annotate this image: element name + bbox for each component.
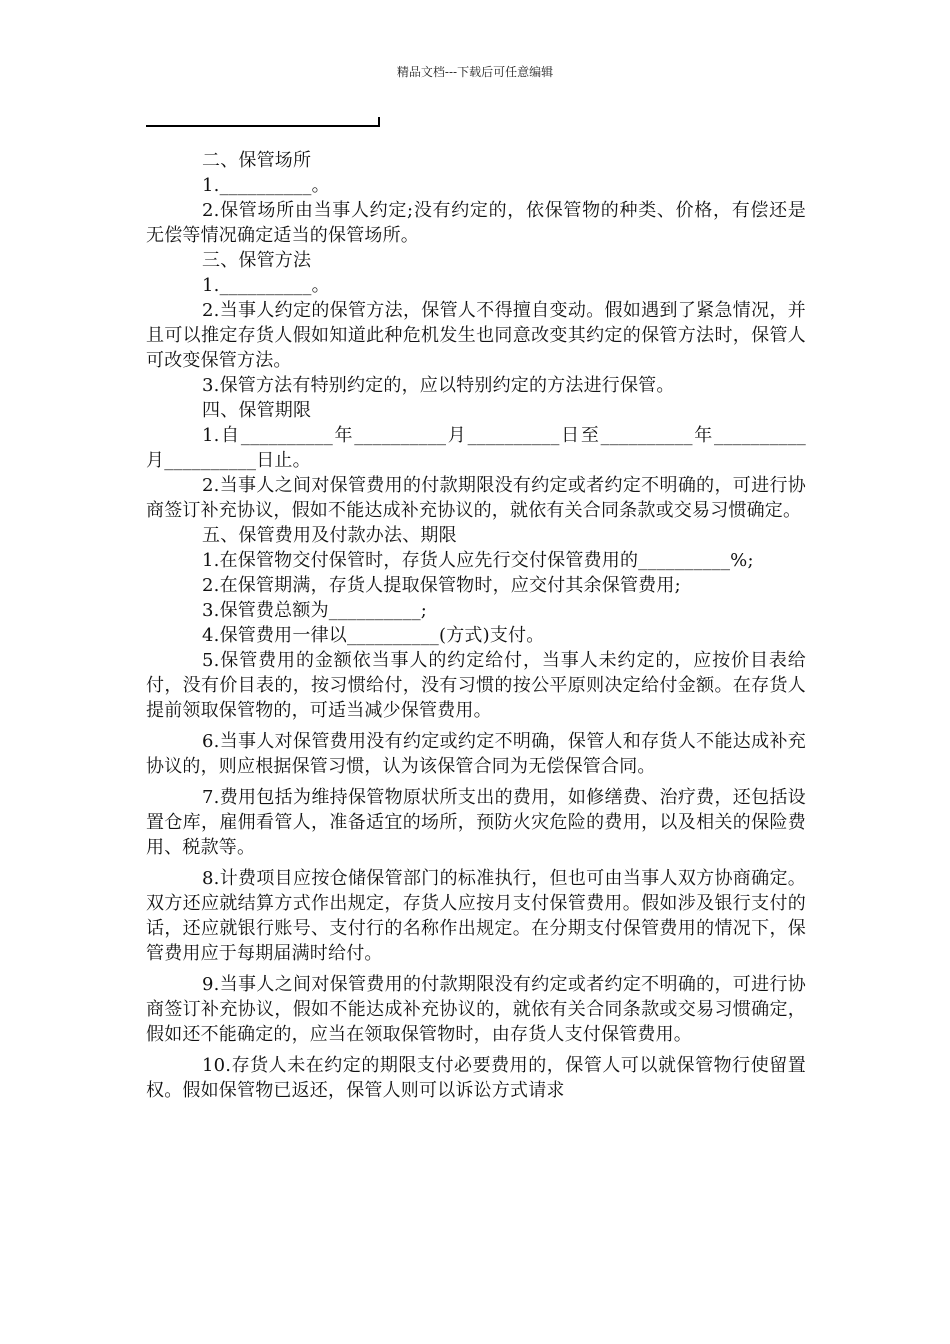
clause-paragraph: 2.在保管期满，存货人提取保管物时，应交付其余保管费用;: [202, 575, 681, 596]
section-heading-storage-method: 三、保管方法: [202, 250, 312, 271]
clause-paragraph: 3.保管费总额为__________;: [202, 600, 428, 621]
clause-paragraph: 1.__________。: [202, 175, 330, 196]
clause-paragraph: 1.自__________年__________月__________日至__________年__________月__________日止。: [146, 425, 806, 471]
clause-paragraph: 1.在保管物交付保管时，存货人应先行交付保管费用的__________%;: [202, 550, 754, 571]
underline-end-mark: [378, 117, 380, 127]
clause-paragraph: 2.当事人之间对保管费用的付款期限没有约定或者约定不明确的，可进行协商签订补充协议，假如不能达成补充协议的，就依有关合同条款或交易习惯确定。: [146, 475, 806, 521]
clause-paragraph: 2.保管场所由当事人约定;没有约定的，依保管物的种类、价格，有偿还是无偿等情况确定适当的保管场所。: [146, 200, 806, 246]
section-heading-storage-period: 四、保管期限: [202, 400, 312, 421]
clause-paragraph: 5.保管费用的金额依当事人的约定给付，当事人未约定的，应按价目表给付，没有价目表的，按习惯给付，没有习惯的按公平原则决定给付金额。在存货人提前领取保管物的，可适当减少保管费用。: [146, 650, 806, 721]
blank-underline: [146, 125, 380, 127]
section-heading-fees: 五、保管费用及付款办法、期限: [202, 525, 457, 546]
clause-paragraph: 2.当事人约定的保管方法，保管人不得擅自变动。假如遇到了紧急情况，并且可以推定存货人假如知道此种危机发生也同意改变其约定的保管方法时，保管人可改变保管方法。: [146, 300, 806, 371]
clause-paragraph: 3.保管方法有特别约定的，应以特别约定的方法进行保管。: [202, 375, 675, 396]
clause-paragraph: 7.费用包括为维持保管物原状所支出的费用，如修缮费、治疗费，还包括设置仓库，雇佣看管人，准备适宜的场所，预防火灾危险的费用，以及相关的保险费用、税款等。: [146, 787, 806, 858]
clause-paragraph: 6.当事人对保管费用没有约定或约定不明确，保管人和存货人不能达成补充协议的，则应根据保管习惯，认为该保管合同为无偿保管合同。: [146, 731, 806, 777]
clause-paragraph: 10.存货人未在约定的期限支付必要费用的，保管人可以就保管物行使留置权。假如保管物已返还，保管人则可以诉讼方式请求: [146, 1055, 806, 1101]
page-header: 精品文档---下载后可任意编辑: [396, 65, 554, 79]
document-body: [146, 148, 806, 1103]
clause-paragraph: 9.当事人之间对保管费用的付款期限没有约定或者约定不明确的，可进行协商签订补充协议，假如不能达成补充协议的，就依有关合同条款或交易习惯确定，假如还不能确定的，应当在领取保管物时，由存货人支付保管费用。: [146, 974, 806, 1045]
section-heading-storage-place: 二、保管场所: [202, 150, 312, 171]
clause-paragraph: 8.计费项目应按仓储保管部门的标准执行，但也可由当事人双方协商确定。双方还应就结算方式作出规定，存货人应按月支付保管费用。假如涉及银行支付的话，还应就银行账号、支付行的名称作出规定。在分期支付保管费用的情况下，保管费用应于每期届满时给付。: [146, 868, 806, 964]
clause-paragraph: 1.__________。: [202, 275, 330, 296]
clause-paragraph: 4.保管费用一律以__________(方式)支付。: [202, 625, 545, 646]
